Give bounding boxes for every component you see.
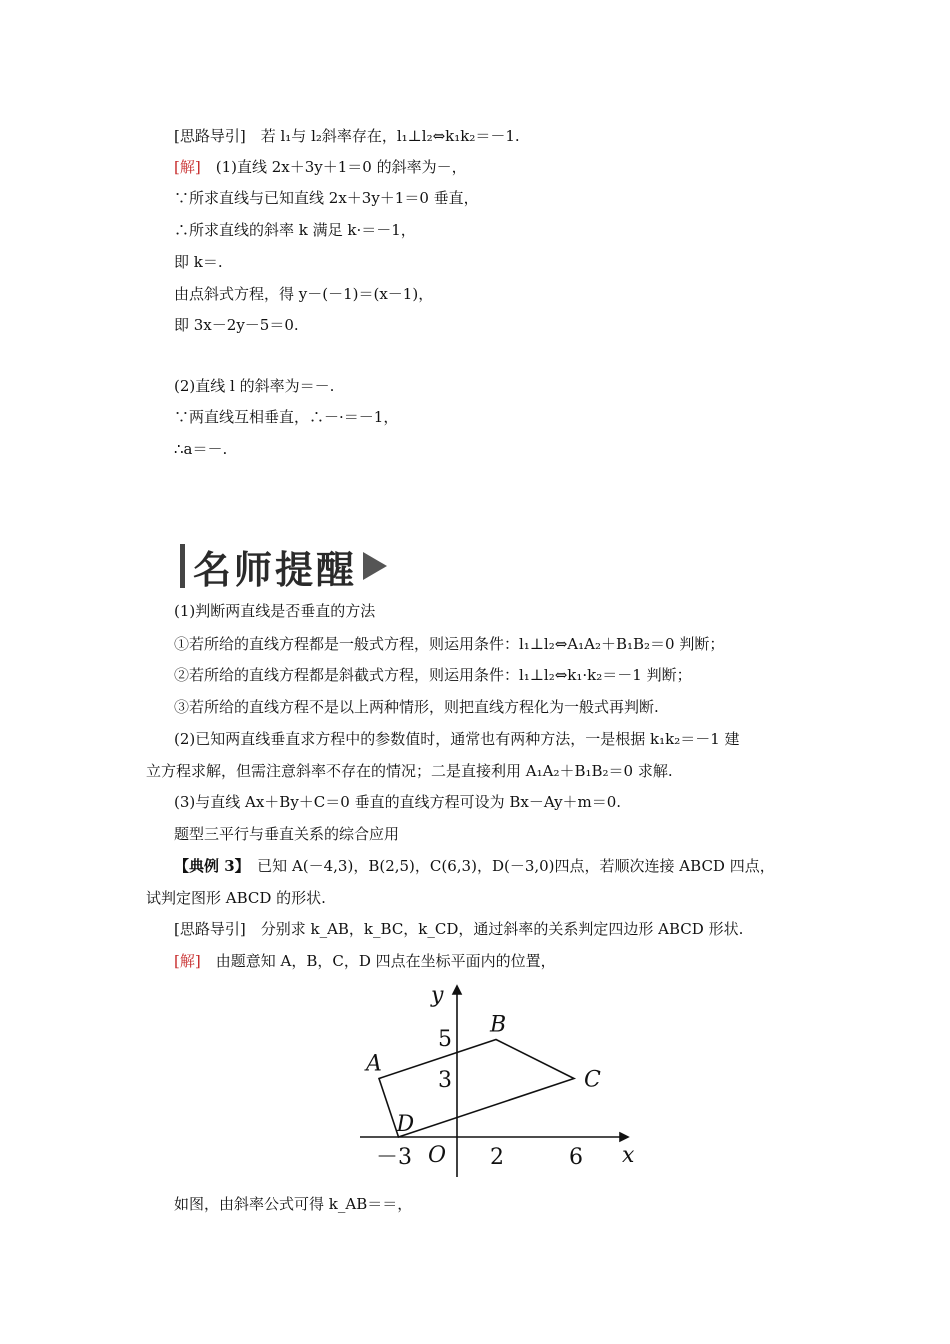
x-axis-arrow-icon (620, 1133, 628, 1141)
x-axis-label: x (622, 1143, 635, 1168)
tip-line: ②若所给的直线方程都是斜截式方程，则运用条件：l₁⊥l₂⇔k₁·k₂＝－1 判断； (174, 666, 692, 684)
tip-line: (2)已知两直线垂直求方程中的参数值时，通常也有两种方法，一是根据 k₁k₂＝－1 建 (174, 730, 740, 748)
solution-text: (1)直线 2x＋3y＋1＝0 的斜率为－， (200, 158, 467, 176)
text-line: 即 3x－2y－5＝0. (174, 316, 299, 334)
example-solution (174, 951, 556, 971)
solution-label: [解] (174, 158, 201, 176)
guide-label: [思路导引] (174, 127, 246, 145)
example-text: 已知 A(－4,3)，B(2,5)，C(6,3)，D(－3,0)四点，若顺次连接 ABCD 四点， (242, 857, 775, 875)
text-line: 由点斜式方程，得 y－(－1)＝(x－1)， (174, 285, 434, 303)
tip-line: ③若所给的直线方程不是以上两种情形，则把直线方程化为一般式再判断. (174, 698, 659, 716)
text-line: ∵两直线互相垂直，∴－·＝－1， (174, 408, 399, 426)
vertex-label-b: B (490, 1012, 507, 1038)
guide-text: 若 l₁与 l₂斜率存在，l₁⊥l₂⇔k₁k₂＝－1. (245, 127, 520, 145)
section-heading (180, 543, 387, 592)
solution-label: [解] (174, 952, 201, 970)
tip-line: 立方程求解，但需注意斜率不存在的情况；二是直接利用 A₁A₂＋B₁B₂＝0 求解. (146, 762, 673, 780)
guide-line (174, 126, 520, 146)
text-line: 即 k＝. (174, 253, 223, 271)
play-arrow-icon (363, 552, 387, 580)
x-tick-label: －3 (376, 1145, 412, 1170)
heading-bar (180, 544, 185, 588)
quadrilateral-figure (350, 980, 640, 1180)
y-axis-arrow-icon (453, 986, 461, 994)
x-tick-label: 2 (490, 1145, 504, 1170)
example-after: 如图，由斜率公式可得 k_AB＝＝， (174, 1195, 413, 1213)
guide-text: 分别求 k_AB，k_BC，k_CD，通过斜率的关系判定四边形 ABCD 形状. (245, 920, 744, 938)
solution-text: 由题意知 A，B，C，D 四点在坐标平面内的位置， (200, 952, 556, 970)
y-tick-label: 3 (438, 1068, 452, 1093)
y-axis-label: y (431, 983, 444, 1008)
text-line: ∴a＝－. (174, 440, 228, 458)
y-tick-label: 5 (438, 1027, 452, 1052)
text-line: ∵所求直线与已知直线 2x＋3y＋1＝0 垂直， (174, 189, 479, 207)
vertex-label-c: C (584, 1067, 601, 1093)
example-line-2: 试判定图形 ABCD 的形状. (146, 889, 326, 907)
vertex-label-a: A (366, 1051, 382, 1077)
example-line-1 (174, 856, 775, 876)
tip-line: (1)判断两直线是否垂直的方法 (174, 602, 376, 620)
example-guide (174, 919, 743, 939)
heading-title: 名师提醒 (193, 547, 358, 592)
vertex-label-d: D (396, 1112, 415, 1137)
solution-line-1 (174, 157, 467, 177)
tip-line: (3)与直线 Ax＋By＋C＝0 垂直的直线方程可设为 Bx－Ay＋m＝0. (174, 793, 622, 811)
guide-label: [思路导引] (174, 920, 246, 938)
x-tick-label: 6 (569, 1145, 583, 1170)
origin-label: O (428, 1143, 447, 1168)
section-title: 题型三平行与垂直关系的综合应用 (174, 825, 400, 843)
text-line: (2)直线 l 的斜率为＝－. (174, 377, 335, 395)
example-label: 【典例 3】 (174, 857, 243, 875)
tip-line: ①若所给的直线方程都是一般式方程，则运用条件：l₁⊥l₂⇔A₁A₂＋B₁B₂＝0 判断； (174, 635, 725, 653)
text-line: ∴所求直线的斜率 k 满足 k·＝－1， (174, 221, 416, 239)
